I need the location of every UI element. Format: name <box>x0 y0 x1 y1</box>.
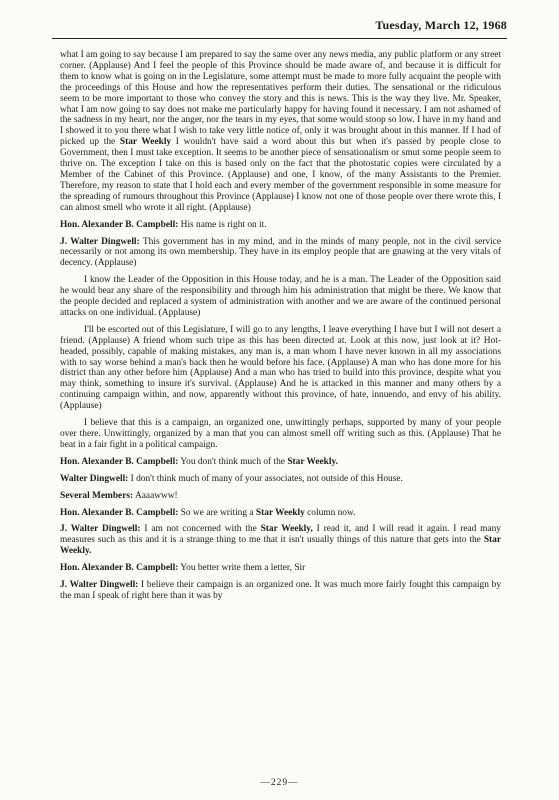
speech-text: This government has in my mind, and in the minds of many people, not in the civil service necessarily or not among its own membership. They have in its employ people that are gnawing at the very vitals of decency. (Applause) <box>60 236 501 269</box>
page-number: —229— <box>260 778 299 788</box>
transcript-paragraph <box>60 457 501 468</box>
transcript-paragraph <box>60 50 501 214</box>
speech-text: I believe their campaign is an organized one. It was much more fairly fought this campaign by the man I speak of right here than it was by <box>60 580 502 601</box>
speech-text: His name is right on it. <box>178 219 267 230</box>
transcript-paragraph <box>60 524 501 557</box>
speech-text: I believe that this is a campaign, an organized one, unwittingly perhaps, supported by many of your people over there. Unwittingly, organized by a man that you can almost smell off writing such as this. (Applause) That he beat in a fair fight in a political campaign. <box>60 418 501 450</box>
speech-text: I read it, and I will read it again. I read many measures such as this and it is a strange thing to me that it isn't usually things of this nature that gets into the <box>60 524 501 546</box>
publication-name: Star Weekly <box>119 137 172 148</box>
publication-name: Star Weekly. <box>287 456 339 467</box>
speech-text: You better write them a letter, Sir <box>178 563 306 574</box>
speech-text: what I am going to say because I am prepared to say the same over any news media, any public platform or any street corner. (Applause) And I feel the people of this Province should be made aware of, and because it is difficult for them to know what is going on in the Legislature, some attempt must be made to more fully acquaint the people with the proceedings of this House and how the representatives perform their duties. The sensational or the ridiculous seem to be more important to those who convey the story and this is news. This is the way they live. Mr. Speaker, what I am now going to say does not make me particularly happy for having found it necessary. I am not ashamed of the sadness in my heart, nor the anger, nor the tears in my eyes, that some would stoop so low. I have in my hand and I showed it to you there what I wish to take very little notice of, only it was brought about in this manner. If I had of picked up the <box>60 50 501 148</box>
transcript-paragraph <box>60 418 501 451</box>
transcript-paragraph <box>60 474 501 485</box>
transcript-paragraph <box>60 237 501 270</box>
page-header <box>0 18 559 42</box>
header-rule <box>52 38 507 39</box>
speaker-name: Hon. Alexander B. Campbell: <box>60 507 179 518</box>
transcript-paragraph <box>60 580 501 602</box>
transcript-paragraph <box>60 563 501 574</box>
speaker-name: Hon. Alexander B. Campbell: <box>60 219 179 230</box>
speech-text: Aaaawww! <box>133 490 178 501</box>
transcript-paragraph <box>60 325 501 412</box>
speaker-name: Several Members: <box>60 490 134 501</box>
speaker-name: Hon. Alexander B. Campbell: <box>60 563 179 574</box>
speaker-name: Walter Dingwell: <box>60 473 129 484</box>
publication-name: Star Weekly, <box>260 524 313 535</box>
speech-text: I am not concerned with the <box>140 524 261 535</box>
transcript-paragraph <box>60 220 501 231</box>
speaker-name: J. Walter Dingwell: <box>60 580 139 591</box>
transcript-body <box>60 50 501 760</box>
speaker-name: J. Walter Dingwell: <box>60 524 141 535</box>
transcript-paragraph <box>60 508 501 519</box>
transcript-paragraph <box>60 491 501 502</box>
speech-text: I know the Leader of the Opposition in this House today, and he is a man. The Leader of the Opposition said he would bear any share of the responsibility and through him his administration that might be there. We know that the people decided and replaced a system of administration with another and we are aware of the continued personal attacks on one individual. (Applause) <box>60 275 501 318</box>
speech-text: You don't think much of the <box>178 456 288 467</box>
publication-name: Star Weekly <box>255 507 305 518</box>
speech-text: I wouldn't have said a word about this but when it's passed by people close to Government, then I must take exception. It seems to be another piece of sensationalism or smut some people seem to thrive on. The exception I take on this is based only on the fact that the photostatic copies were circulated by a Member of the Cabinet of this Province. (Applause) and one, I know, of the many Assistants to the Premier. Therefore, my reason to state that I hold each and every member of the government responsible in some measure for the spreading of rumours throughout this Province (Applause) I know not one of those people over there wrote this, I can almost smell who wrote it all right. (Applause) <box>60 137 501 213</box>
speech-text: I don't think much of many of your associates, not outside of this House. <box>128 473 403 484</box>
speaker-name: J. Walter Dingwell: <box>60 236 140 247</box>
speech-text: So we are writing a <box>178 507 256 518</box>
speaker-name: Hon. Alexander B. Campbell: <box>60 456 179 467</box>
transcript-paragraph <box>60 275 501 319</box>
speech-text: column now. <box>304 507 356 518</box>
header-date: Tuesday, March 12, 1968 <box>375 18 507 32</box>
speech-text: I'll be escorted out of this Legislature, I will go to any lengths, I leave everything I have but I will not desert a friend. (Applause) A friend whom such tripe as this has been directed at. Look at this now, just look at it? Hot-headed, possibly, capable of making mistakes, any man is, a man whom I have never known in all my associations with to say worse behind a man's back then he would before his face. (Applause) A man who has done more for his district than any other before him (Applause) And a man who has tried to build into this province, despite what you may think, something to insure it's survival. (Applause) And he is attacked in this manner and many others by a continuing campaign within, and now, apparently without this province, of hate, innuendo, and envy of his ability. (Applause) <box>60 324 501 412</box>
publication-name: Star Weekly. <box>60 535 501 557</box>
